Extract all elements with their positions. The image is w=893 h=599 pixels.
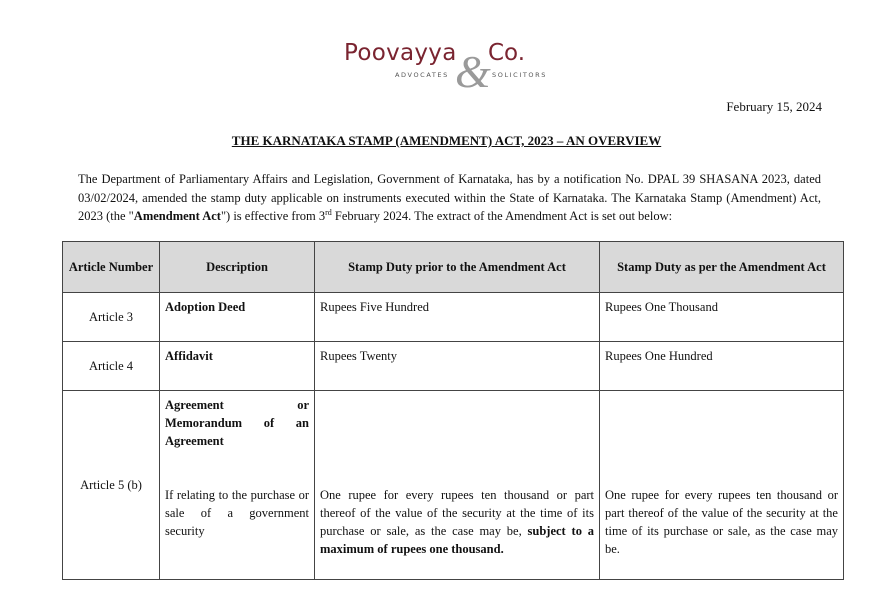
intro-paragraph <box>78 170 821 226</box>
cell-article: Article 4 <box>63 342 160 391</box>
intro-part-2: ") is effective from 3 <box>220 209 326 223</box>
cell-prior-duty: Rupees Twenty <box>315 342 600 391</box>
cell-prior-duty: Rupees Five Hundred <box>315 293 600 342</box>
header-new-duty: Stamp Duty as per the Amendment Act <box>600 242 844 293</box>
header-prior-duty: Stamp Duty prior to the Amendment Act <box>315 242 600 293</box>
cell-description: Affidavit <box>160 342 315 391</box>
intro-part-1: The Department of Parliamentary Affairs and Legislation, Government of Karnataka, has by a notification No. DPAL 39 SHASANA 2023, dated 03/02/2024, amended the stamp duty applicable on instruments executed within the State of Karnataka. The Karnataka Stamp (Amendment) Act, 2023 (the " <box>78 172 821 223</box>
document-title: THE KARNATAKA STAMP (AMENDMENT) ACT, 2023 – AN OVERVIEW <box>231 133 662 148</box>
logo-name: Poovayya <box>344 40 457 66</box>
prior-duty-cap: subject to a maximum of rupees one thousand. <box>320 524 595 556</box>
cell-new-duty <box>600 391 844 580</box>
intro-superscript: rd <box>325 207 332 217</box>
cell-new-duty: Rupees One Hundred <box>600 342 844 391</box>
cell-prior-duty <box>315 391 600 580</box>
document-date: February 15, 2024 <box>726 99 822 114</box>
intro-part-3: February 2024. The extract of the Amendment Act is set out below: <box>331 209 673 223</box>
header-article-number: Article Number <box>63 242 160 293</box>
cell-description: Adoption Deed <box>160 293 315 342</box>
firm-logo <box>344 40 564 97</box>
logo-sub-solicitors: SOLICITORS <box>492 71 547 79</box>
amendment-table <box>62 241 844 580</box>
table-header-row <box>63 242 844 293</box>
logo-sub-advocates: ADVOCATES <box>395 71 449 79</box>
logo-ampersand: & <box>455 46 491 97</box>
table-row <box>63 342 844 391</box>
cell-new-duty: Rupees One Thousand <box>600 293 844 342</box>
description-sub: If relating to the purchase or sale of a government security <box>165 488 309 538</box>
table-row <box>63 391 844 580</box>
logo-co: Co. <box>488 40 526 66</box>
cell-article: Article 3 <box>63 293 160 342</box>
cell-description <box>160 391 315 580</box>
header-description: Description <box>160 242 315 293</box>
description-heading: Agreement or Memorandum of an Agreement <box>165 398 309 448</box>
intro-defined-term: Amendment Act <box>133 209 221 223</box>
prior-duty-text: One rupee for every rupees ten thousand or part thereof of the value of the security at the time of its purchase or sale, as the case may be, <box>320 488 594 538</box>
table-row <box>63 293 844 342</box>
new-duty-text: One rupee for every rupees ten thousand or part thereof of the value of the security at the time of its purchase or sale, as the case may be. <box>605 488 838 556</box>
cell-article: Article 5 (b) <box>63 391 160 580</box>
